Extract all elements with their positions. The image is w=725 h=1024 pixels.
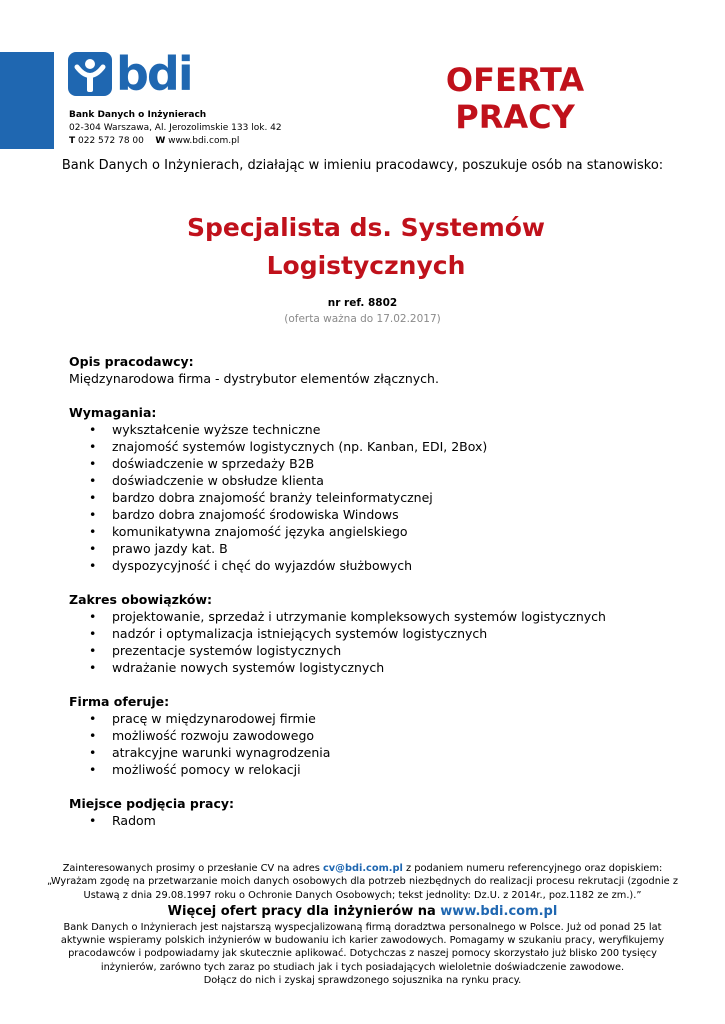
list-item: • doświadczenie w sprzedaży B2B bbox=[69, 455, 689, 472]
list-item: • Radom bbox=[69, 812, 689, 829]
footer bbox=[40, 862, 685, 987]
list-item: • nadzór i optymalizacja istniejących systemów logistycznych bbox=[69, 625, 689, 642]
job-title-line2: Logistycznych bbox=[266, 251, 466, 280]
employer-description: Międzynarodowa firma - dystrybutor elementów złącznych. bbox=[69, 371, 439, 386]
employer-heading: Opis pracodawcy: bbox=[69, 354, 194, 369]
phone-label: T bbox=[69, 136, 76, 146]
company-info bbox=[69, 109, 282, 148]
bdi-logo-icon bbox=[68, 52, 112, 96]
offer-title-line1: OFERTA bbox=[445, 61, 585, 99]
list-item: • projektowanie, sprzedaż i utrzymanie kompleksowych systemów logistycznych bbox=[69, 608, 689, 625]
list-item: • możliwość rozwoju zawodowego bbox=[69, 727, 689, 744]
cv-text-after: z podaniem numeru referencyjnego oraz dopiskiem: bbox=[402, 863, 663, 874]
list-item: • komunikatywna znajomość języka angielskiego bbox=[69, 523, 689, 540]
requirements-heading: Wymagania: bbox=[69, 405, 157, 420]
about-company: Bank Danych o Inżynierach jest najstarszą wyspecjalizowaną firmą doradztwa personalnego w Polsce. Już od ponad 25 lat aktywnie wspieramy polskich inżynierów w budowaniu ich karier zawodowych. Pomagamy w szukaniu pracy, weryfikujemy pracodawców i podpowiadamy jak skutecznie aplikować. Dotychczas z naszej pomocy skorzystało już blisko 200 tysięcy inżynierów, zarówno tych zaraz po studiach jak i tych posiadających wieloletnie doświadczenie zawodowe. bbox=[60, 921, 665, 973]
cv-instructions bbox=[40, 862, 685, 875]
location-section bbox=[69, 795, 689, 829]
job-title-line1: Specjalista ds. Systemów bbox=[186, 213, 546, 242]
duties-list bbox=[69, 608, 689, 676]
location-list bbox=[69, 812, 689, 829]
list-item: • wdrażanie nowych systemów logistycznych bbox=[69, 659, 689, 676]
more-offers-link[interactable]: www.bdi.com.pl bbox=[440, 903, 558, 919]
duties-heading: Zakres obowiązków: bbox=[69, 592, 213, 607]
offer-content bbox=[69, 353, 689, 846]
cv-email-link[interactable]: cv@bdi.com.pl bbox=[322, 863, 403, 874]
cv-text-before: Zainteresowanych prosimy o przesłanie CV na adres bbox=[62, 863, 323, 874]
logo-wordmark: bdi bbox=[116, 47, 192, 101]
list-item: • bardzo dobra znajomość środowiska Windows bbox=[69, 506, 689, 523]
duties-section bbox=[69, 591, 689, 676]
list-item: • znajomość systemów logistycznych (np. Kanban, EDI, 2Box) bbox=[69, 438, 689, 455]
offer-validity: (oferta ważna do 17.02.2017) bbox=[284, 313, 441, 325]
list-item: • dyspozycyjność i chęć do wyjazdów służbowych bbox=[69, 557, 689, 574]
requirements-list bbox=[69, 421, 689, 574]
list-item: • bardzo dobra znajomość branży teleinformatycznej bbox=[69, 489, 689, 506]
job-title bbox=[60, 209, 672, 285]
company-address: 02-304 Warszawa, Al. Jerozolimskie 133 lok. 42 bbox=[69, 123, 282, 133]
web-label: W bbox=[155, 136, 166, 146]
list-item: • wykształcenie wyższe techniczne bbox=[69, 421, 689, 438]
list-item: • atrakcyjne warunki wynagrodzenia bbox=[69, 744, 689, 761]
offers-section bbox=[69, 693, 689, 778]
brand-bar bbox=[0, 52, 54, 149]
list-item: • możliwość pomocy w relokacji bbox=[69, 761, 689, 778]
phone-number: 022 572 78 00 bbox=[78, 136, 144, 146]
consent-clause: „Wyrażam zgodę na przetwarzanie moich danych osobowych dla potrzeb niezbędnych do realizacji procesu rekrutacji (zgodnie z Ustawą z dnia 29.08.1997 roku o Ochronie Danych Osobowych; tekst jednolity: Dz.U. z 2014r., poz.1182 ze zm.).” bbox=[47, 876, 678, 901]
requirements-section bbox=[69, 404, 689, 574]
website-link[interactable]: www.bdi.com.pl bbox=[168, 136, 240, 146]
company-contact bbox=[69, 135, 282, 148]
employer-section bbox=[69, 353, 689, 387]
list-item: • prawo jazdy kat. B bbox=[69, 540, 689, 557]
list-item: • pracę w międzynarodowej firmie bbox=[69, 710, 689, 727]
offer-title bbox=[420, 62, 610, 136]
more-offers-text: Więcej ofert pracy dla inżynierów na bbox=[167, 903, 441, 919]
location-heading: Miejsce podjęcia pracy: bbox=[69, 796, 234, 811]
offers-heading: Firma oferuje: bbox=[69, 694, 170, 709]
intro-text: Bank Danych o Inżynierach, działając w imieniu pracodawcy, poszukuje osób na stanowisko: bbox=[61, 158, 664, 173]
company-name: Bank Danych o Inżynierach bbox=[69, 110, 207, 120]
bdi-logo bbox=[68, 47, 192, 101]
closing-line: Dołącz do nich i zyskaj sprawdzonego sojusznika na rynku pracy. bbox=[203, 975, 522, 987]
reference-number: nr ref. 8802 bbox=[327, 297, 398, 309]
list-item: • doświadczenie w obsłudze klienta bbox=[69, 472, 689, 489]
list-item: • prezentacje systemów logistycznych bbox=[69, 642, 689, 659]
more-offers bbox=[40, 903, 685, 920]
offer-title-line2: PRACY bbox=[455, 98, 575, 136]
offers-list bbox=[69, 710, 689, 778]
